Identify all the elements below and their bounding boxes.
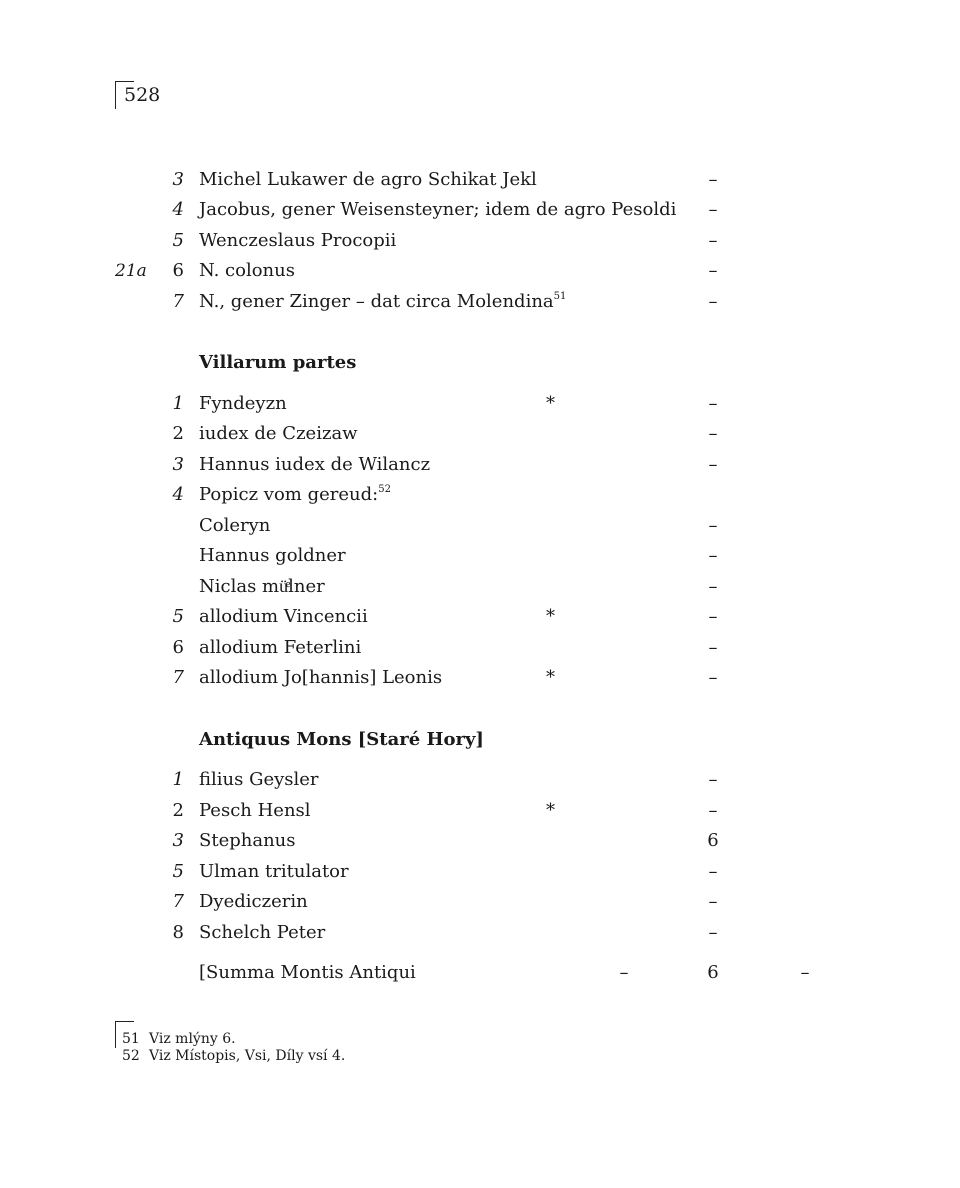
entry-name: Pesch Hensl [199, 800, 311, 821]
list-item [0, 765, 960, 795]
entry-number: 7 [172, 891, 184, 912]
list-item [0, 541, 960, 571]
entry-number: 4 [172, 199, 184, 220]
entry-name: Dyediczerin [199, 891, 308, 912]
footnote-number: 52 [122, 1048, 140, 1064]
summa-label: [Summa Montis Antiqui [199, 962, 416, 983]
list-item [0, 226, 960, 256]
entry-number: 1 [172, 393, 184, 414]
entry-number: 3 [172, 830, 184, 851]
list-item [0, 857, 960, 887]
footnote [0, 1031, 960, 1048]
entry-mark: – [708, 891, 718, 912]
asterisk-mark: * [546, 393, 555, 414]
entry-mark: – [708, 545, 718, 566]
entry-name: Hannus goldner [199, 545, 346, 566]
entry-name: Stephanus [199, 830, 296, 851]
entry-mark: – [708, 922, 718, 943]
list-item [0, 165, 960, 195]
entry-name: Ulman tritulator [199, 861, 349, 882]
list-item [0, 480, 960, 510]
entry-mark: – [708, 861, 718, 882]
list-item [0, 663, 960, 693]
entry-name [199, 480, 391, 510]
entry-number: 1 [172, 769, 184, 790]
entry-mark: – [708, 454, 718, 475]
entry-number: 6 [172, 260, 184, 281]
list-item [0, 389, 960, 419]
list-item [0, 796, 960, 826]
entry-number: 7 [172, 291, 184, 312]
entry-mark: – [708, 230, 718, 251]
list-item [0, 887, 960, 917]
list-item [0, 511, 960, 541]
summa-row [0, 958, 960, 988]
entry-mark: – [708, 576, 718, 597]
entry-name: Wenczeslaus Procopii [199, 230, 397, 251]
entry-name: Fyndeyzn [199, 393, 287, 414]
entry-name: Coleryn [199, 515, 271, 536]
list-item [0, 450, 960, 480]
entry-name: N. colonus [199, 260, 295, 281]
list-item [0, 419, 960, 449]
entry-name: Michel Lukawer de agro Schikat Jekl [199, 169, 537, 190]
list-item [0, 602, 960, 632]
entry-name: allodium Vincencii [199, 606, 368, 627]
entry-mark: 6 [707, 830, 719, 851]
entry-name: Niclas müͤlner [199, 576, 325, 597]
footnote-text: Viz mlýny 6. [149, 1031, 236, 1047]
asterisk-mark: * [546, 800, 555, 821]
entry-mark: – [708, 423, 718, 444]
section-heading-antiquus-mons: Antiquus Mons [Staré Hory] [199, 729, 484, 750]
entry-name: Hannus iudex de Wilancz [199, 454, 431, 475]
entry-name: allodium Feterlini [199, 637, 362, 658]
entry-number: 4 [172, 484, 184, 505]
list-item [0, 572, 960, 602]
footnote-ref: 52 [378, 484, 391, 495]
summa-col-c: – [800, 962, 810, 983]
asterisk-mark: * [546, 606, 555, 627]
entry-mark: – [708, 260, 718, 281]
entry-number: 5 [172, 606, 184, 627]
list-item [0, 195, 960, 225]
section-heading-villarum: Villarum partes [199, 352, 357, 373]
entry-mark: – [708, 667, 718, 688]
entry-mark: – [708, 800, 718, 821]
entry-name: filius Geysler [199, 769, 319, 790]
list-item [0, 826, 960, 856]
entry-mark: – [708, 637, 718, 658]
entry-mark: – [708, 291, 718, 312]
entry-number: 7 [172, 667, 184, 688]
entry-name-text: Popicz vom gereud: [199, 484, 379, 505]
footnote-number: 51 [122, 1031, 140, 1047]
entry-mark: – [708, 515, 718, 536]
entry-number: 2 [172, 423, 184, 444]
entry-name [199, 287, 566, 317]
entry-name: allodium Jo[hannis] Leonis [199, 667, 443, 688]
entry-mark: – [708, 169, 718, 190]
entry-name: Jacobus, gener Weisensteyner; idem de agro Pesoldi [199, 199, 677, 220]
entry-number: 3 [172, 454, 184, 475]
footnote [0, 1048, 960, 1065]
entry-number: 5 [172, 230, 184, 251]
entry-number: 3 [172, 169, 184, 190]
entry-number: 6 [172, 637, 184, 658]
entry-number: 8 [172, 922, 184, 943]
summa-col-b: 6 [707, 962, 719, 983]
entry-number: 2 [172, 800, 184, 821]
list-item [0, 287, 960, 317]
footnote-text: Viz Místopis, Vsi, Díly vsí 4. [149, 1048, 346, 1064]
folio-margin-note: 21a [115, 261, 147, 281]
footnote-ref: 51 [553, 291, 567, 302]
entry-name: iudex de Czeizaw [199, 423, 358, 444]
entry-mark: – [708, 769, 718, 790]
entry-name-text: N., gener Zinger – dat circa Molendina [199, 291, 554, 312]
asterisk-mark: * [546, 667, 555, 688]
entry-mark: – [708, 606, 718, 627]
list-item [0, 918, 960, 948]
list-item [0, 256, 960, 286]
page-number: 528 [124, 84, 161, 106]
list-item [0, 633, 960, 663]
entry-mark: – [708, 199, 718, 220]
summa-col-a: – [619, 962, 629, 983]
entry-number: 5 [172, 861, 184, 882]
entry-name: Schelch Peter [199, 922, 326, 943]
entry-mark: – [708, 393, 718, 414]
